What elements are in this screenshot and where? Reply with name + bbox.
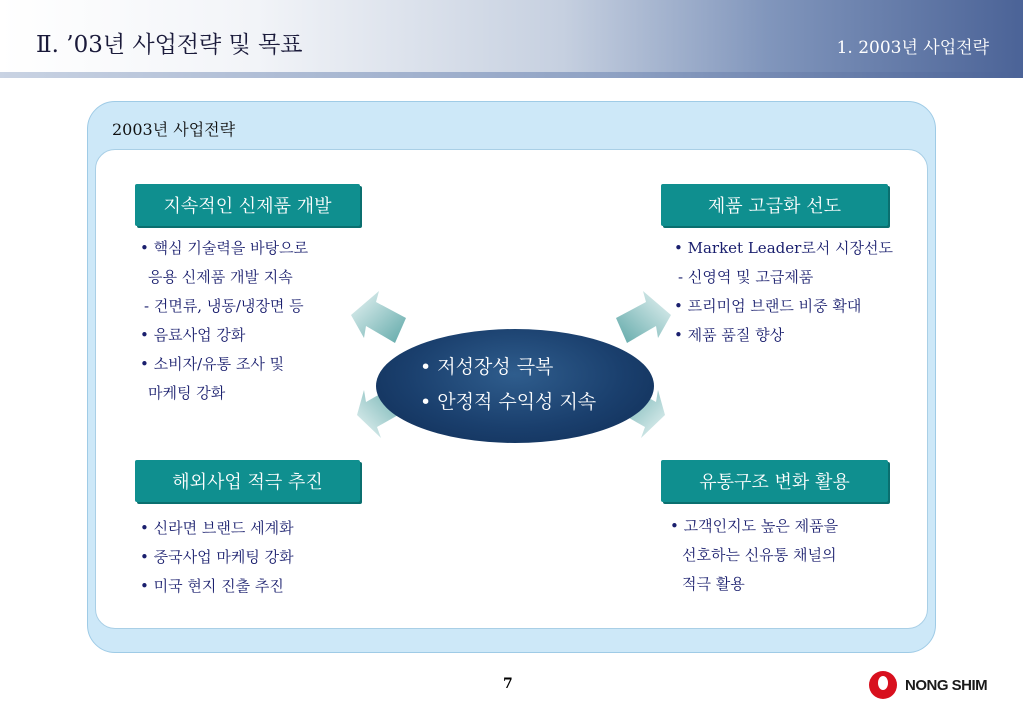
list-item: • 미국 현지 진출 추진	[140, 577, 284, 595]
center-goals	[420, 350, 596, 420]
tag-label: 해외사업 적극 추진	[172, 472, 323, 493]
list-item: 선호하는 신유통 채널의	[682, 546, 837, 564]
list-item: • 신라면 브랜드 세계화	[140, 519, 294, 537]
list-item: • 중국사업 마케팅 강화	[140, 548, 294, 566]
list-item: - 건면류, 냉동/냉장면 등	[144, 297, 304, 315]
list-item: 마케팅 강화	[148, 384, 226, 402]
list-item: • Market Leader로서 시장선도	[674, 239, 893, 257]
tag-distribution-change	[661, 460, 888, 502]
page-number: 7	[503, 676, 513, 692]
list-item: • 음료사업 강화	[140, 326, 246, 344]
tag-label: 제품 고급화 선도	[707, 196, 842, 217]
tag-premium-leadership	[661, 184, 888, 226]
tag-label: 지속적인 신제품 개발	[163, 196, 332, 217]
list-item: 적극 활용	[682, 575, 745, 593]
list-distribution	[670, 512, 838, 599]
list-overseas	[140, 514, 294, 601]
tag-label: 유통구조 변화 활용	[699, 472, 850, 493]
list-item: • 고객인지도 높은 제품을	[670, 517, 839, 535]
list-item: • 제품 품질 향상	[674, 326, 785, 344]
list-premium	[674, 234, 893, 350]
company-logo	[869, 671, 987, 699]
logo-text: NONG SHIM	[905, 676, 988, 694]
list-item: - 신영역 및 고급제품	[678, 268, 814, 286]
list-item: • 핵심 기술력을 바탕으로	[140, 239, 309, 257]
tag-new-product-development	[135, 184, 360, 226]
list-new-product	[140, 234, 308, 408]
arrow-top-right	[616, 291, 671, 343]
list-item: • 소비자/유통 조사 및	[140, 355, 285, 373]
arrow-top-left	[351, 291, 406, 343]
list-item: 응용 신제품 개발 지속	[148, 268, 293, 286]
section-title: 1. 2003년 사업전략	[836, 38, 989, 58]
page-title: Ⅱ. ’03년 사업전략 및 목표	[36, 32, 303, 58]
center-goal-item: • 저성장성 극복	[420, 356, 554, 378]
panel-title: 2003년 사업전략	[112, 120, 236, 139]
center-goal-item: • 안정적 수익성 지속	[420, 391, 597, 413]
logo-mark-icon	[869, 671, 897, 699]
tag-overseas-business	[135, 460, 360, 502]
list-item: • 프리미엄 브랜드 비중 확대	[674, 297, 862, 315]
